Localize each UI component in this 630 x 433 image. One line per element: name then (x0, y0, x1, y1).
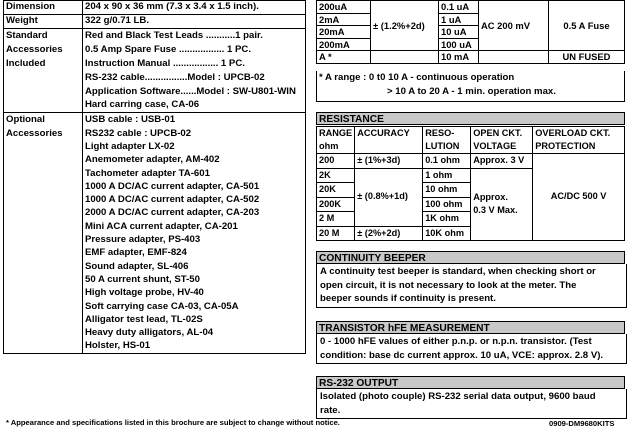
footer-disclaimer: * Appearance and specifications listed in this brochure are subject to change without notice. (6, 418, 340, 427)
range-cell: A * (317, 51, 371, 64)
protection-cell: AC/DC 500 V (533, 154, 625, 241)
spec-value-weight: 322 g/0.71 LB. (83, 15, 306, 29)
list-item: Red and Black Test Leads ...........1 pair. (85, 30, 263, 41)
list-item: Instruction Manual ................. 1 PC. (85, 57, 245, 69)
list-item: 1000 A DC/AC current adapter, CA-501 (85, 180, 260, 192)
resolution-cell: 10 ohm (423, 183, 471, 198)
list-item: RS232 cable : UPCB-02 (85, 127, 192, 139)
list-item: EMF adapter, EMF-824 (85, 247, 187, 259)
resolution-cell: 100 uA (439, 38, 479, 51)
column-header: ACCURACY (355, 127, 423, 154)
resolution-cell: 100 ohm (423, 197, 471, 212)
list-item: 0.5 Amp Spare Fuse ................. 1 PC. (85, 43, 251, 55)
list-item: USB cable : USB-01 (85, 114, 176, 126)
list-item: Hard carring case, CA-06 (85, 99, 200, 111)
range-cell: 20K (317, 183, 355, 198)
note-line: * A range : 0 t0 10 A - continuous operation (319, 72, 515, 83)
list-item: Light adapter LX-02 (85, 140, 175, 152)
list-item: Sound adapter, SL-406 (85, 260, 189, 272)
column-header: RESO- LUTION (423, 127, 471, 154)
optional-accessories-list (83, 113, 306, 353)
table-row (317, 154, 625, 169)
list-item: Anemometer adapter, AM-402 (85, 154, 220, 166)
continuity-title: CONTINUITY BEEPER (316, 251, 625, 264)
table-row (317, 51, 625, 64)
range-cell: 20mA (317, 26, 371, 39)
resolution-cell: 10 uA (439, 26, 479, 39)
table-header-row (317, 127, 625, 154)
range-cell: 20 M (317, 226, 355, 241)
column-header: RANGE ohm (317, 127, 355, 154)
footer-code: 0909-DM9680KITS (549, 419, 615, 428)
list-item: Heavy duty alligators, AL-04 (85, 327, 214, 339)
accuracy-cell: ± (1%+3d) (355, 154, 423, 169)
resolution-cell: 0.1 uA (439, 1, 479, 14)
list-item: Tachometer adapter TA-601 (85, 167, 210, 179)
resolution-cell: 1 uA (439, 13, 479, 26)
spec-value-dimension: 204 x 90 x 36 mm (7.3 x 3.4 x 1.5 inch). (83, 1, 306, 15)
spec-key-weight: Weight (4, 15, 83, 29)
dc-current-table (316, 0, 625, 64)
transistor-text: 0 - 1000 hFE values of either p.n.p. or n.p.n. transistor. (Test condition: base dc current approx. 10 uA, VCE: approx. 2.8 V). (316, 334, 627, 364)
list-item: Alligator test lead, TL-02S (85, 313, 203, 325)
list-item: Application Software......Model : SW-U801-WIN (85, 85, 296, 97)
accuracy-cell: ± (2%+2d) (355, 226, 423, 241)
burden-cell: AC 200 mV (479, 1, 549, 51)
current-range-note (316, 71, 625, 102)
column-header: OVERLOAD CKT. PROTECTION (533, 127, 625, 154)
specification-table (3, 0, 306, 354)
accuracy-cell: ± (0.8%+1d) (355, 168, 423, 226)
spec-key-standard-accessories: Standard Accessories Included (4, 29, 83, 113)
range-cell: 2K (317, 168, 355, 183)
range-cell: 200 (317, 154, 355, 169)
open-voltage-cell: Approx. 0.3 V Max. (471, 168, 533, 241)
resolution-cell: 1K ohm (423, 212, 471, 227)
list-item: Mini ACA current adapter, CA-201 (85, 220, 238, 232)
list-item: 1000 A DC/AC current adapter, CA-502 (85, 194, 260, 206)
rs232-text: Isolated (photo couple) RS-232 serial data output, 9600 baud rate. (316, 389, 627, 419)
range-cell: 2mA (317, 13, 371, 26)
list-item: Pressure adapter, PS-403 (85, 234, 201, 246)
accuracy-cell: ± (1.2%+2d) (371, 1, 439, 51)
spec-key-dimension: Dimension (4, 1, 83, 15)
accuracy-cell (371, 51, 439, 64)
list-item: High voltage probe, HV-40 (85, 287, 204, 299)
range-cell: 200K (317, 197, 355, 212)
transistor-title: TRANSISTOR hFE MEASUREMENT (316, 321, 625, 334)
open-voltage-cell: Approx. 3 V (471, 154, 533, 169)
list-item: Holster, HS-01 (85, 340, 151, 352)
range-cell: 200uA (317, 1, 371, 14)
rs232-title: RS-232 OUTPUT (316, 376, 625, 389)
burden-cell (479, 51, 549, 64)
range-cell: 200mA (317, 38, 371, 51)
range-cell: 2 M (317, 212, 355, 227)
resolution-cell: 10 mA (439, 51, 479, 64)
list-item: RS-232 cable................Model : UPCB-02 (85, 71, 265, 83)
resistance-table (316, 126, 625, 241)
note-line: > 10 A to 20 A - 1 min. operation max. (387, 86, 556, 97)
continuity-text: A continuity test beeper is standard, when checking short or open circuit, it is not necessary to look at the meter. The beeper sounds if continuity is present. (316, 264, 627, 308)
resistance-title: RESISTANCE (316, 112, 625, 125)
list-item: Soft carrying case CA-03, CA-05A (85, 300, 239, 312)
standard-accessories-list (83, 29, 306, 113)
resolution-cell: 0.1 ohm (423, 154, 471, 169)
table-row (317, 1, 625, 14)
list-item: 50 A current shunt, ST-50 (85, 273, 200, 285)
resolution-cell: 10K ohm (423, 226, 471, 241)
fuse-cell: UN FUSED (549, 51, 625, 64)
fuse-cell: 0.5 A Fuse (549, 1, 625, 51)
column-header: OPEN CKT. VOLTAGE (471, 127, 533, 154)
resolution-cell: 1 ohm (423, 168, 471, 183)
list-item: 2000 A DC/AC current adapter, CA-203 (85, 207, 260, 219)
spec-key-optional-accessories: Optional Accessories (4, 113, 83, 353)
